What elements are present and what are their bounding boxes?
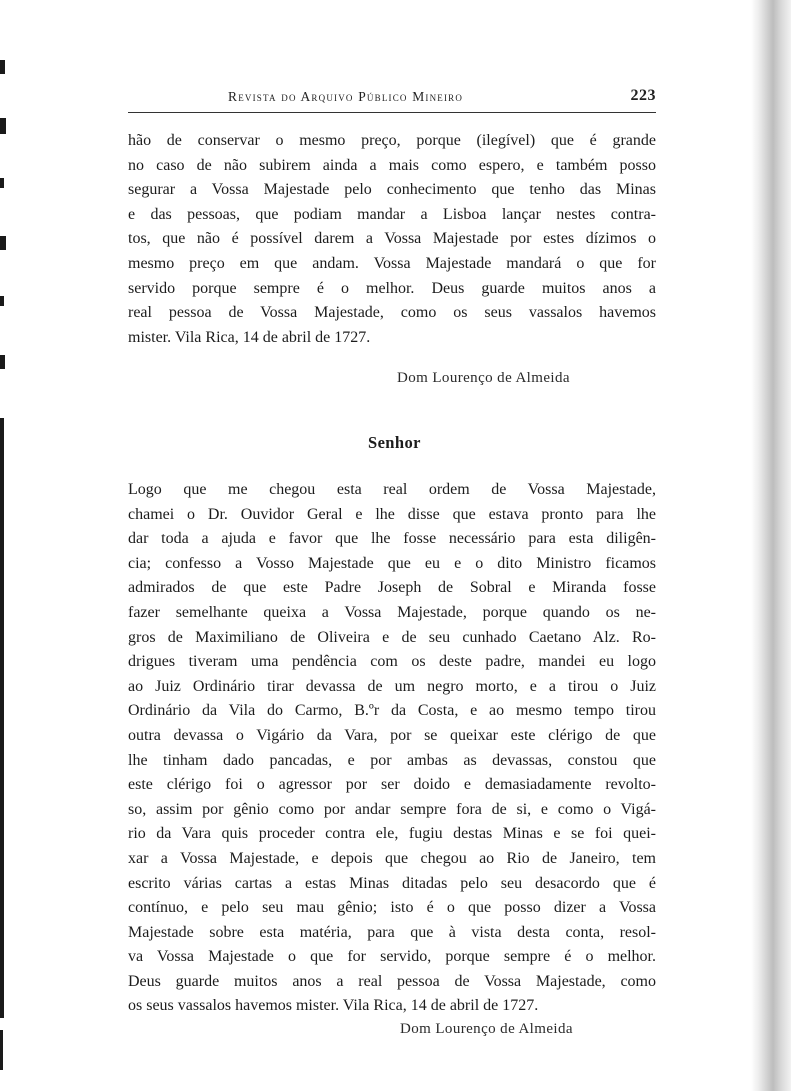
text-line: Logo que me chegou esta real ordem de Vossa Majestade,	[128, 481, 656, 498]
page-number: 223	[630, 87, 656, 104]
letter-2-signature: Dom Lourenço de Almeida	[400, 1021, 573, 1037]
scan-page-edge	[751, 0, 791, 1091]
text-line: segurar a Vossa Majestade pelo conhecimento que tenho das Minas	[128, 181, 656, 199]
text-line: e das pessoas, que podiam mandar a Lisboa lançar nestes contra-	[128, 205, 656, 223]
text-line: fazer semelhante queixa a Vossa Majestade, porque quando os ne-	[128, 603, 656, 621]
text-line: tos, que não é possível darem a Vossa Majestade por estes dízimos o	[128, 230, 656, 248]
text-line: Deus guarde muitos anos a real pessoa de Vossa Majestade, como	[128, 972, 656, 990]
text-line: va Vossa Majestade o que for servido, porque sempre é o melhor.	[128, 948, 656, 966]
text-line: real pessoa de Vossa Majestade, como os seus vassalos havemos	[128, 304, 656, 322]
text-line: admirados de que este Padre Joseph de Sobral e Miranda fosse	[128, 579, 656, 597]
text-line: Majestade sobre esta matéria, para que à vista desta conta, resol-	[128, 923, 656, 941]
letter-2-body	[128, 478, 656, 1019]
letter-1-body	[128, 129, 656, 350]
text-line: rio da Vara quis proceder contra ele, fugiu destas Minas e se foi quei-	[128, 825, 656, 843]
letter-1-signature: Dom Lourenço de Almeida	[397, 370, 570, 386]
text-line: Ordinário da Vila do Carmo, B.ºr da Costa, e ao mesmo tempo tirou	[128, 702, 656, 720]
text-line: mesmo preço em que andam. Vossa Majestade mandará o que for	[128, 254, 656, 272]
text-line: escrito várias cartas a estas Minas ditadas pelo seu desacordo que é	[128, 874, 656, 892]
text-line: no caso de não subirem ainda a mais como espero, e também posso	[128, 156, 656, 174]
text-line: xar a Vossa Majestade, e depois que chegou ao Rio de Janeiro, tem	[128, 849, 656, 867]
running-header	[228, 89, 656, 111]
text-line: cia; confesso a Vosso Majestade que eu e o dito Ministro ficamos	[128, 554, 656, 572]
text-line: gros de Maximiliano de Oliveira e de seu cunhado Caetano Alz. Ro-	[128, 628, 656, 646]
text-line: so, assim por gênio como por andar sempre fora de si, e como o Vigá-	[128, 800, 656, 818]
salutation-heading: Senhor	[368, 433, 421, 452]
text-line: dar toda a ajuda e favor que lhe fosse necessário para esta diligên-	[128, 530, 656, 548]
text-line: chamei o Dr. Ouvidor Geral e lhe disse que estava pronto para lhe	[128, 505, 656, 523]
text-line: hão de conservar o mesmo preço, porque (ilegível) que é grande	[128, 132, 656, 149]
text-line: os seus vassalos havemos mister. Vila Rica, 14 de abril de 1727.	[128, 997, 539, 1015]
text-line: outra devassa o Vigário da Vara, por se queixar este clérigo de que	[128, 726, 656, 744]
text-line: drigues tiveram uma pendência com os deste padre, mandei eu logo	[128, 653, 656, 671]
text-line: ao Juiz Ordinário tirar devassa de um negro morto, e a tirou o Juiz	[128, 677, 656, 695]
header-rule	[128, 112, 656, 113]
text-line: lhe tinham dado pancadas, e por ambas as devassas, constou que	[128, 751, 656, 769]
text-line: mister. Vila Rica, 14 de abril de 1727.	[128, 328, 371, 346]
text-line: este clérigo foi o agressor por ser doido e demasiadamente revolto-	[128, 776, 656, 794]
text-line: servido porque sempre é o melhor. Deus guarde muitos anos a	[128, 279, 656, 297]
text-line: contínuo, e pelo seu mau gênio; isto é o que posso dizer a Vossa	[128, 899, 656, 917]
running-title: Revista do Arquivo Público Mineiro	[228, 89, 464, 104]
binding-shadow	[0, 0, 8, 1091]
